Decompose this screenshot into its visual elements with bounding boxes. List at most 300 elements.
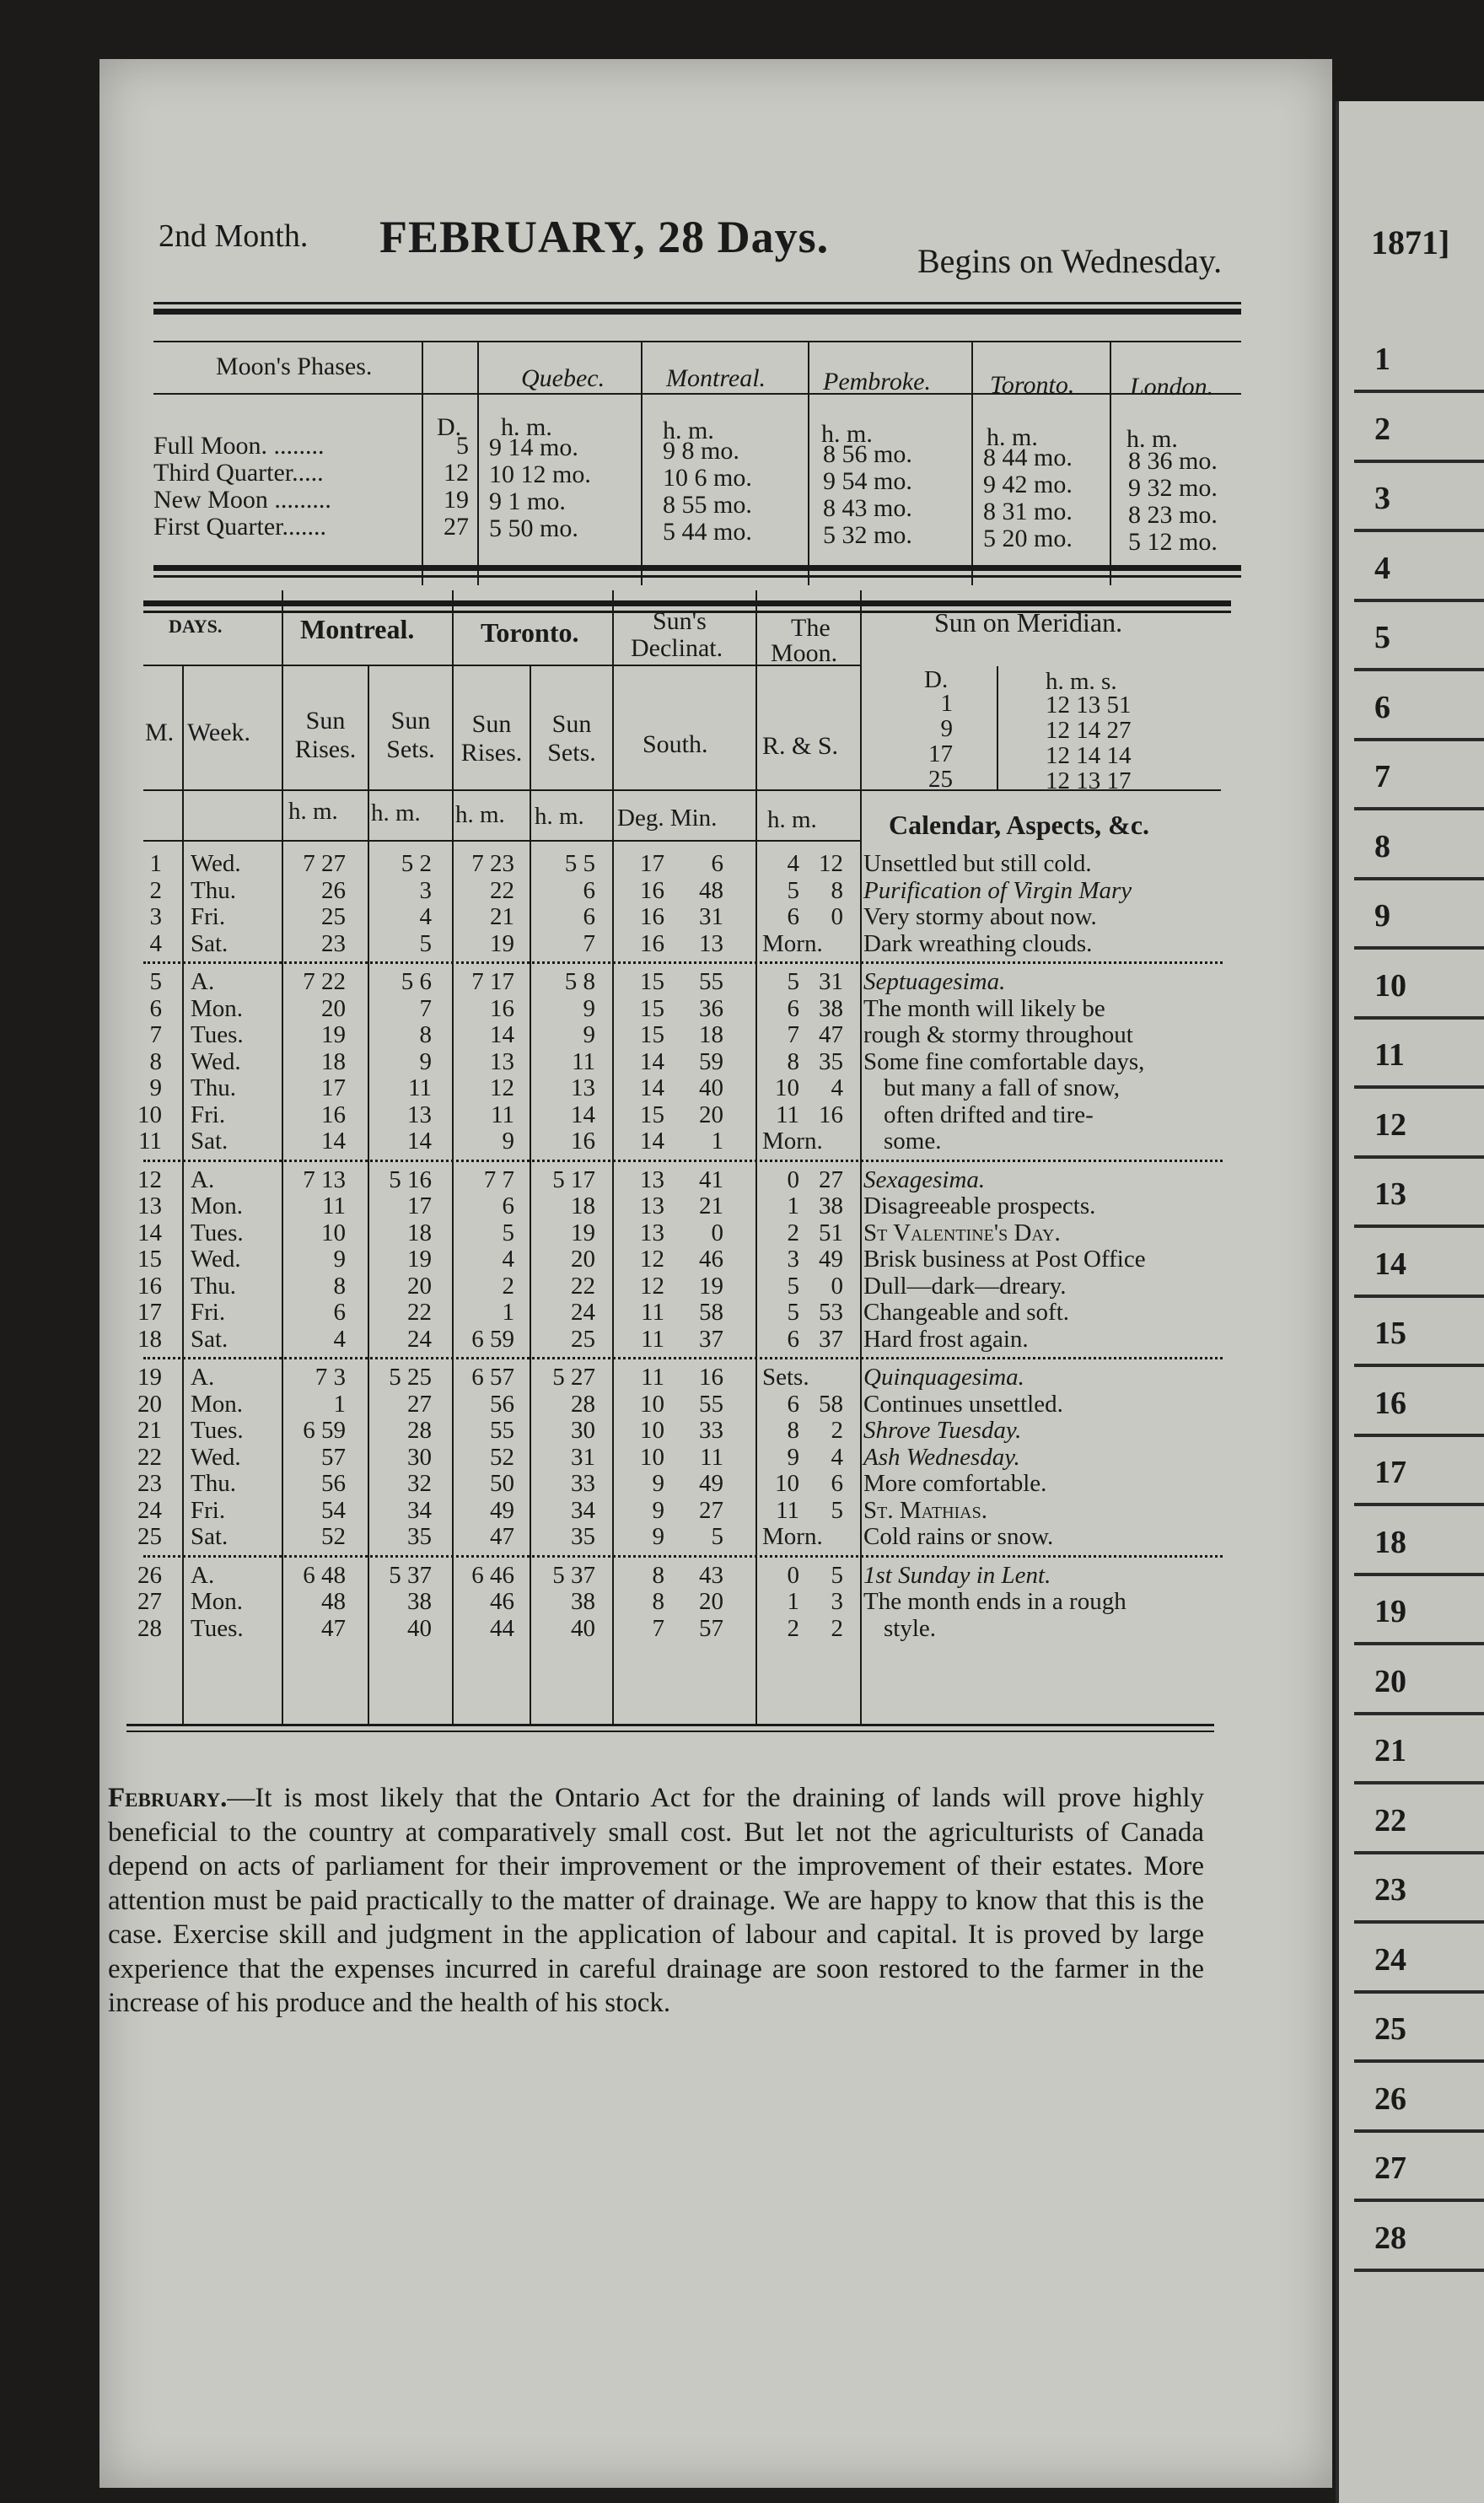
day-of-week: A. — [191, 1364, 215, 1391]
meridian-day: 25 — [928, 766, 953, 793]
rule — [182, 666, 184, 1725]
toronto-rise: 56 — [490, 1390, 514, 1418]
hm-label: h. m. — [767, 806, 817, 833]
day-of-week: Fri. — [191, 1496, 226, 1524]
toronto-rise: 1 — [502, 1299, 514, 1326]
rule — [153, 393, 1241, 395]
day-of-week: Wed. — [191, 850, 241, 877]
toronto-set: 9 — [583, 1021, 595, 1048]
montreal-rise: 47 — [321, 1614, 346, 1642]
declination-min: 16 — [699, 1364, 723, 1391]
moon-min: 0 — [831, 903, 843, 930]
rule — [1110, 341, 1111, 585]
moon-min: 38 — [819, 1192, 843, 1219]
moon-min: 6 — [831, 1470, 843, 1497]
col-montreal-rises: Sun Rises. — [294, 707, 357, 763]
montreal-set: 8 — [419, 1021, 432, 1048]
side-rule — [1354, 1295, 1484, 1298]
montreal-set: 3 — [419, 876, 432, 904]
city-london: London. — [1130, 373, 1214, 401]
side-rule — [1354, 1085, 1484, 1089]
declination-deg: 11 — [641, 1299, 664, 1326]
begins-on: Begins on Wednesday. — [917, 242, 1223, 280]
day-of-week: Mon. — [191, 994, 244, 1022]
montreal-rise: 17 — [321, 1074, 346, 1101]
toronto-set: 5 27 — [552, 1364, 595, 1391]
col-rs: R. & S. — [762, 732, 839, 760]
toronto-rise: 50 — [490, 1470, 514, 1497]
day-of-month: 28 — [137, 1614, 162, 1642]
toronto-set: 9 — [583, 994, 595, 1022]
meridian-time: 12 14 27 — [1046, 717, 1132, 744]
col-the: The — [791, 614, 831, 642]
day-of-week: Mon. — [191, 1192, 244, 1219]
moon-min: 4 — [831, 1443, 843, 1471]
montreal-set: 5 37 — [389, 1561, 432, 1589]
side-day-number: 6 — [1374, 689, 1390, 725]
phase-name: New Moon ......... — [153, 486, 331, 514]
calendar-note: often drifted and tire- — [884, 1101, 1094, 1128]
february-note — [108, 1781, 1204, 2021]
side-day-number: 2 — [1374, 411, 1390, 447]
meridian-day: 9 — [940, 715, 953, 742]
hm-label: h. m. — [455, 801, 505, 828]
toronto-rise: 6 57 — [471, 1364, 514, 1391]
side-day-number: 16 — [1374, 1385, 1406, 1421]
toronto-rise: 14 — [490, 1021, 514, 1048]
toronto-set: 38 — [571, 1588, 595, 1615]
calendar-note: Continues unsettled. — [863, 1390, 1063, 1418]
declination-min: 11 — [700, 1443, 723, 1471]
calendar-note: style. — [884, 1614, 937, 1642]
moon-hour: 6 — [787, 1325, 799, 1353]
page-title: FEBRUARY, 28 Days. — [379, 212, 830, 262]
declination-min: 36 — [699, 994, 723, 1022]
declination-deg: 16 — [640, 903, 664, 930]
montreal-set: 20 — [407, 1272, 432, 1300]
side-rule — [1354, 738, 1484, 741]
day-of-month: 7 — [149, 1021, 162, 1048]
moon-hour: 1 — [787, 1192, 799, 1219]
moon-min: 4 — [831, 1074, 843, 1101]
declination-deg: 12 — [640, 1272, 664, 1300]
toronto-set: 31 — [571, 1443, 595, 1471]
montreal-set: 5 16 — [389, 1165, 432, 1193]
side-day-number: 11 — [1374, 1037, 1405, 1073]
declination-min: 19 — [699, 1272, 723, 1300]
side-rule — [1354, 668, 1484, 671]
declination-min: 41 — [699, 1165, 723, 1193]
side-rule — [1354, 390, 1484, 393]
city-toronto: Toronto. — [990, 371, 1075, 399]
montreal-rise: 7 27 — [303, 850, 346, 877]
toronto-rise: 22 — [490, 876, 514, 904]
phases-hm-head: h. m. — [663, 417, 714, 444]
calendar-note: 1st Sunday in Lent. — [863, 1561, 1051, 1589]
montreal-set: 13 — [407, 1101, 432, 1128]
side-rule — [1354, 1573, 1484, 1576]
moon-min: 47 — [819, 1021, 843, 1048]
declination-min: 1 — [711, 1128, 723, 1155]
toronto-set: 18 — [571, 1192, 595, 1219]
meridian-time: 12 13 51 — [1046, 692, 1132, 719]
note-lead: February. — [108, 1783, 228, 1813]
declination-min: 21 — [699, 1192, 723, 1219]
week-divider — [143, 961, 1223, 964]
side-day-number: 3 — [1374, 481, 1390, 516]
phase-toronto: 8 44 mo. — [983, 444, 1073, 471]
col-toronto: Toronto. — [481, 617, 579, 648]
rule — [153, 309, 1241, 315]
declination-min: 55 — [699, 1390, 723, 1418]
toronto-set: 20 — [571, 1246, 595, 1273]
calendar-note: Very stormy about now. — [863, 903, 1097, 930]
montreal-rise: 14 — [321, 1128, 346, 1155]
phase-toronto: 8 31 mo. — [983, 498, 1073, 525]
calendar-note: More comfortable. — [863, 1470, 1047, 1497]
city-montreal: Montreal. — [666, 364, 766, 392]
toronto-set: 34 — [571, 1496, 595, 1524]
declination-min: 55 — [699, 968, 723, 995]
side-day-number: 15 — [1374, 1316, 1406, 1351]
day-of-week: Fri. — [191, 1299, 226, 1326]
declination-deg: 14 — [640, 1074, 664, 1101]
toronto-rise: 16 — [490, 994, 514, 1022]
moon-min: 5 — [831, 1496, 843, 1524]
side-day-number: 22 — [1374, 1802, 1406, 1838]
hm-label: h. m. — [371, 799, 421, 826]
calendar-note: some. — [884, 1128, 942, 1155]
moon-hour: 7 — [787, 1021, 799, 1048]
year-label: 1871] — [1371, 223, 1450, 261]
toronto-set: 19 — [571, 1219, 595, 1246]
day-of-week: Sat. — [191, 929, 229, 957]
phase-quebec: 5 50 mo. — [489, 514, 578, 542]
meridian-day: 17 — [928, 740, 953, 767]
montreal-set: 5 2 — [401, 850, 432, 877]
side-day-number: 7 — [1374, 759, 1390, 794]
moon-hour: 8 — [787, 1047, 799, 1075]
declination-min: 46 — [699, 1246, 723, 1273]
day-of-week: Tues. — [191, 1219, 244, 1246]
montreal-rise: 10 — [321, 1219, 346, 1246]
phase-day: 27 — [444, 513, 469, 541]
montreal-rise: 1 — [333, 1390, 346, 1418]
day-of-month: 25 — [137, 1523, 162, 1550]
day-of-week: Tues. — [191, 1021, 244, 1048]
side-day-number: 8 — [1374, 828, 1390, 864]
side-day-number: 27 — [1374, 2150, 1406, 2186]
moon-min: 53 — [819, 1299, 843, 1326]
side-day-number: 21 — [1374, 1733, 1406, 1768]
moon-hour: 11 — [776, 1101, 799, 1128]
col-suns: Sun's — [653, 607, 707, 635]
moon-min: 2 — [831, 1614, 843, 1642]
declination-deg: 11 — [641, 1325, 664, 1353]
declination-min: 49 — [699, 1470, 723, 1497]
montreal-set: 4 — [419, 903, 432, 930]
moon-hour: 5 — [787, 1299, 799, 1326]
declination-deg: 17 — [640, 850, 664, 877]
toronto-set: 33 — [571, 1470, 595, 1497]
montreal-rise: 20 — [321, 994, 346, 1022]
moon-hour: 5 — [787, 876, 799, 904]
week-divider — [143, 1160, 1223, 1162]
montreal-rise: 7 22 — [303, 968, 346, 995]
moon-rise-set: Morn. — [762, 1523, 823, 1550]
toronto-rise: 12 — [490, 1074, 514, 1101]
moon-hour: 3 — [787, 1246, 799, 1273]
moon-hour: 5 — [787, 968, 799, 995]
toronto-rise: 6 46 — [471, 1561, 514, 1589]
moon-hour: 6 — [787, 1390, 799, 1418]
side-rule — [1354, 599, 1484, 602]
toronto-set: 16 — [571, 1128, 595, 1155]
toronto-set: 35 — [571, 1523, 595, 1550]
col-toronto-rises: Sun Rises. — [460, 710, 523, 767]
day-of-week: Fri. — [191, 1101, 226, 1128]
declination-deg: 7 — [652, 1614, 664, 1642]
phases-hm-head: h. m. — [501, 413, 552, 441]
side-rule — [1354, 1434, 1484, 1437]
toronto-rise: 46 — [490, 1588, 514, 1615]
declination-min: 20 — [699, 1101, 723, 1128]
side-day-number: 18 — [1374, 1524, 1406, 1560]
calendar-note: Cold rains or snow. — [863, 1523, 1054, 1550]
montreal-rise: 19 — [321, 1021, 346, 1048]
montreal-set: 17 — [407, 1192, 432, 1219]
montreal-set: 14 — [407, 1128, 432, 1155]
montreal-rise: 4 — [333, 1325, 346, 1353]
day-of-week: Mon. — [191, 1390, 244, 1418]
montreal-set: 34 — [407, 1496, 432, 1524]
rule — [143, 840, 862, 842]
montreal-rise: 6 59 — [303, 1417, 346, 1444]
moon-min: 58 — [819, 1390, 843, 1418]
toronto-rise: 2 — [502, 1272, 514, 1300]
calendar-note: The month ends in a rough — [863, 1588, 1126, 1615]
toronto-set: 40 — [571, 1614, 595, 1642]
rule — [153, 565, 1241, 571]
side-rule — [1354, 2269, 1484, 2272]
phase-day: 5 — [456, 432, 469, 460]
toronto-rise: 6 59 — [471, 1325, 514, 1353]
calendar-note: rough & stormy throughout — [863, 1021, 1133, 1048]
phases-hm-head: h. m. — [821, 420, 873, 448]
moon-hour: 2 — [787, 1614, 799, 1642]
declination-min: 18 — [699, 1021, 723, 1048]
phase-montreal: 8 55 mo. — [663, 491, 752, 519]
toronto-rise: 7 7 — [483, 1165, 514, 1193]
side-day-number: 28 — [1374, 2220, 1406, 2256]
declination-min: 33 — [699, 1417, 723, 1444]
day-of-week: Tues. — [191, 1614, 244, 1642]
meridian-time: 12 14 14 — [1046, 742, 1132, 769]
day-of-month: 13 — [137, 1192, 162, 1219]
week-divider — [143, 1357, 1223, 1359]
day-of-month: 9 — [149, 1074, 162, 1101]
col-toronto-sets: Sun Sets. — [547, 710, 596, 767]
col-south: South. — [643, 730, 708, 758]
note-body: —It is most likely that the Ontario Act for the draining of lands will prove highly beneficial to the country at comparatively small cost. But let not the agriculturists of Canada depend on acts of parliament for their improvement or the improvement of their estates. More attention must be paid practically to the matter of drainage. We are happy to know that this is the case. Exercise skill and judgment in the application of labour and capital. It is proved by large experience that the expenses incurred in careful drainage are soon restored to the farmer in the increase of his produce and the health of his stock. — [108, 1783, 1204, 2018]
calendar-note: Sexagesima. — [863, 1165, 986, 1193]
phase-london: 9 32 mo. — [1128, 474, 1218, 502]
phases-title: Moon's Phases. — [216, 353, 373, 380]
day-of-month: 1 — [149, 850, 162, 877]
side-rule — [1354, 2129, 1484, 2133]
side-day-number: 14 — [1374, 1246, 1406, 1282]
phase-london: 5 12 mo. — [1128, 528, 1218, 556]
declination-deg: 15 — [640, 968, 664, 995]
calendar-note: Quinquagesima. — [863, 1364, 1024, 1391]
phase-london: 8 23 mo. — [1128, 501, 1218, 529]
calendar-note: Dark wreathing clouds. — [863, 929, 1093, 957]
declination-min: 0 — [711, 1219, 723, 1246]
declination-min: 20 — [699, 1588, 723, 1615]
declination-deg: 14 — [640, 1047, 664, 1075]
toronto-rise: 11 — [491, 1101, 514, 1128]
side-day-number: 4 — [1374, 550, 1390, 586]
col-m: M. — [145, 719, 175, 746]
rule — [143, 665, 862, 666]
moon-min: 27 — [819, 1165, 843, 1193]
side-day-number: 9 — [1374, 898, 1390, 934]
day-of-month: 15 — [137, 1246, 162, 1273]
side-day-number: 24 — [1374, 1941, 1406, 1978]
day-of-month: 8 — [149, 1047, 162, 1075]
meridian-time: 12 13 17 — [1046, 767, 1132, 794]
toronto-rise: 7 17 — [471, 968, 514, 995]
day-of-week: Sat. — [191, 1128, 229, 1155]
montreal-rise: 11 — [322, 1192, 346, 1219]
moon-min: 31 — [819, 968, 843, 995]
day-of-week: A. — [191, 968, 215, 995]
degmin-label: Deg. Min. — [617, 805, 718, 832]
toronto-set: 7 — [583, 929, 595, 957]
calendar-note: but many a fall of snow, — [884, 1074, 1121, 1101]
toronto-rise: 49 — [490, 1496, 514, 1524]
phases-d-head: D. — [437, 413, 462, 441]
toronto-rise: 9 — [502, 1128, 514, 1155]
montreal-set: 7 — [419, 994, 432, 1022]
toronto-set: 6 — [583, 903, 595, 930]
rule — [153, 302, 1241, 304]
side-day-number: 25 — [1374, 2011, 1406, 2047]
phase-pembroke: 5 32 mo. — [823, 521, 912, 549]
col-days: DAYS. — [169, 616, 223, 637]
declination-deg: 8 — [652, 1588, 664, 1615]
toronto-set: 11 — [572, 1047, 595, 1075]
side-rule — [1354, 1920, 1484, 1924]
declination-min: 57 — [699, 1614, 723, 1642]
moon-min: 0 — [831, 1272, 843, 1300]
declination-min: 6 — [711, 850, 723, 877]
declination-deg: 14 — [640, 1128, 664, 1155]
moon-rise-set: Morn. — [762, 929, 823, 957]
side-rule — [1354, 1781, 1484, 1784]
side-day-number: 5 — [1374, 620, 1390, 655]
toronto-set: 14 — [571, 1101, 595, 1128]
montreal-rise: 26 — [321, 876, 346, 904]
day-of-week: Mon. — [191, 1588, 244, 1615]
toronto-set: 24 — [571, 1299, 595, 1326]
side-rule — [1354, 1155, 1484, 1159]
day-of-week: Wed. — [191, 1443, 241, 1471]
montreal-set: 9 — [419, 1047, 432, 1075]
day-of-month: 3 — [149, 903, 162, 930]
col-week: Week. — [187, 719, 251, 746]
declination-deg: 12 — [640, 1246, 664, 1273]
moon-hour: 6 — [787, 994, 799, 1022]
declination-min: 5 — [711, 1523, 723, 1550]
day-of-month: 6 — [149, 994, 162, 1022]
day-of-week: Thu. — [191, 1470, 236, 1497]
moon-hour: 4 — [787, 850, 799, 877]
declination-deg: 13 — [640, 1192, 664, 1219]
toronto-set: 5 17 — [552, 1165, 595, 1193]
side-rule — [1354, 807, 1484, 810]
moon-hour: 0 — [787, 1561, 799, 1589]
rule — [997, 666, 998, 791]
montreal-rise: 16 — [321, 1101, 346, 1128]
montreal-rise: 7 3 — [315, 1364, 346, 1391]
toronto-set: 28 — [571, 1390, 595, 1418]
side-day-number: 17 — [1374, 1455, 1406, 1490]
day-of-month: 10 — [137, 1101, 162, 1128]
toronto-set: 30 — [571, 1417, 595, 1444]
phase-quebec: 9 1 mo. — [489, 487, 566, 515]
side-day-number: 13 — [1374, 1176, 1406, 1212]
montreal-rise: 48 — [321, 1588, 346, 1615]
day-of-week: Thu. — [191, 876, 236, 904]
meridian-day: 1 — [940, 690, 953, 717]
day-of-week: Thu. — [191, 1272, 236, 1300]
declination-min: 31 — [699, 903, 723, 930]
toronto-set: 13 — [571, 1074, 595, 1101]
moon-min: 35 — [819, 1047, 843, 1075]
day-of-month: 17 — [137, 1299, 162, 1326]
side-day-number: 10 — [1374, 967, 1406, 1004]
montreal-rise: 25 — [321, 903, 346, 930]
day-of-month: 2 — [149, 876, 162, 904]
montreal-set: 27 — [407, 1390, 432, 1418]
montreal-set: 19 — [407, 1246, 432, 1273]
day-of-month: 23 — [137, 1470, 162, 1497]
calendar-note: Unsettled but still cold. — [863, 850, 1092, 877]
week-divider — [143, 1555, 1223, 1558]
side-rule — [1354, 1364, 1484, 1367]
declination-deg: 11 — [641, 1364, 664, 1391]
side-rule — [1354, 2199, 1484, 2202]
montreal-rise: 52 — [321, 1523, 346, 1550]
side-day-number: 12 — [1374, 1106, 1406, 1143]
calendar-note: Ash Wednesday. — [863, 1443, 1020, 1471]
declination-min: 48 — [699, 876, 723, 904]
phases-hm-head: h. m. — [1126, 425, 1178, 453]
declination-deg: 9 — [652, 1496, 664, 1524]
montreal-set: 40 — [407, 1614, 432, 1642]
day-of-week: Fri. — [191, 903, 226, 930]
rule — [126, 1724, 1214, 1726]
rule — [153, 341, 1241, 342]
side-rule — [1354, 877, 1484, 880]
moon-min: 3 — [831, 1588, 843, 1615]
city-quebec: Quebec. — [521, 364, 605, 392]
hm-label: h. m. — [535, 803, 584, 830]
montreal-rise: 54 — [321, 1496, 346, 1524]
phase-toronto: 9 42 mo. — [983, 471, 1073, 498]
side-rule — [1354, 1225, 1484, 1228]
